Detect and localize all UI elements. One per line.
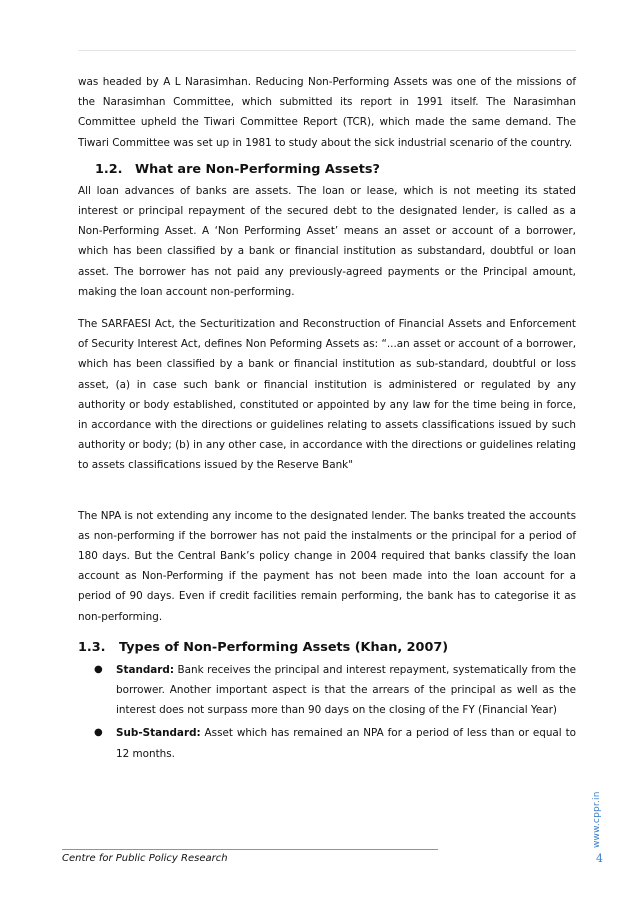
footer-rule bbox=[62, 849, 438, 850]
bullet-icon: ● bbox=[94, 663, 103, 675]
sidebar-url: www.cppr.in bbox=[592, 791, 602, 848]
paragraph-npa-income: The NPA is not extending any income to the designated lender. The banks treated the accounts as non-performing if the borrower has not paid the instalments or the principal for a period of 180 days. But the Central Bank’s policy change in 2004 required that banks classify the loan account as Non-Performing if the payment has not been made into the loan account for a period of 90 days. Even if credit facilities remain performing, the bank has to categorise it as non-performing. bbox=[78, 509, 576, 623]
list-item bbox=[78, 723, 576, 763]
list-item-term: Sub-Standard: bbox=[116, 727, 201, 740]
footer-organization: Centre for Public Policy Research bbox=[62, 853, 228, 864]
section-heading-1-3 bbox=[78, 638, 576, 658]
section-number: 1.2. bbox=[95, 161, 123, 177]
section-heading-1-2 bbox=[78, 160, 576, 180]
section-title: What are Non-Performing Assets? bbox=[135, 161, 380, 177]
paragraph-npa-definition: All loan advances of banks are assets. The loan or lease, which is not meeting its stated interest or principal repayment of the secured debt to the designated lender, is called as a Non-Performing Asset. A ‘Non Performing Asset’ means an asset or account of a borrower, which has been classified by a bank or financial institution as substandard, doubtful or loan asset. The borrower has not paid any previously-agreed payments or the Principal amount, making the loan account non-performing. bbox=[78, 184, 576, 298]
intro-paragraph: was headed by A L Narasimhan. Reducing Non-Performing Assets was one of the missions of the Narasimhan Committee, which submitted its report in 1991 itself. The Narasimhan Committee upheld the Tiwari Committee Report (TCR), which made the same demand. The Tiwari Committee was set up in 1981 to study about the sick industrial scenario of the country. bbox=[78, 76, 576, 149]
list-item-term: Standard: bbox=[116, 663, 175, 676]
page-body bbox=[78, 72, 576, 767]
list-item-text: Asset which has remained an NPA for a period of less than or equal to 12 months. bbox=[116, 727, 576, 760]
list-item bbox=[78, 660, 576, 721]
header-rule bbox=[78, 50, 576, 51]
section-title: Types of Non-Performing Assets (Khan, 2007) bbox=[119, 639, 449, 655]
bullet-icon: ● bbox=[94, 727, 103, 739]
page-number: 4 bbox=[596, 852, 603, 865]
list-item-text: Bank receives the principal and interest repayment, systematically from the borrower. Another important aspect is that the arrears of the principal as well as the interest does not surpass more than 90 days on the closing of the FY (Financial Year) bbox=[116, 663, 576, 717]
section-number: 1.3. bbox=[78, 639, 106, 655]
paragraph-sarfaesi-act: The SARFAESI Act, the Secturitization and Reconstruction of Financial Assets and Enforcement of Security Interest Act, defines Non Peforming Assets as: “...an asset or account of a borrower, which has been classified by a bank or financial institution as sub-standard, doubtful or loss asset, (a) in case such bank or financial institution is administered or regulated by any authority or body established, constituted or appointed by any law for the time being in force, in accordance with the directions or guidelines relating to assets classifications issued by such authority or body; (b) in any other case, in accordance with the directions or guidelines relating to assets classifications issued by the Reserve Bank" bbox=[78, 318, 576, 472]
npa-types-list bbox=[78, 660, 576, 764]
